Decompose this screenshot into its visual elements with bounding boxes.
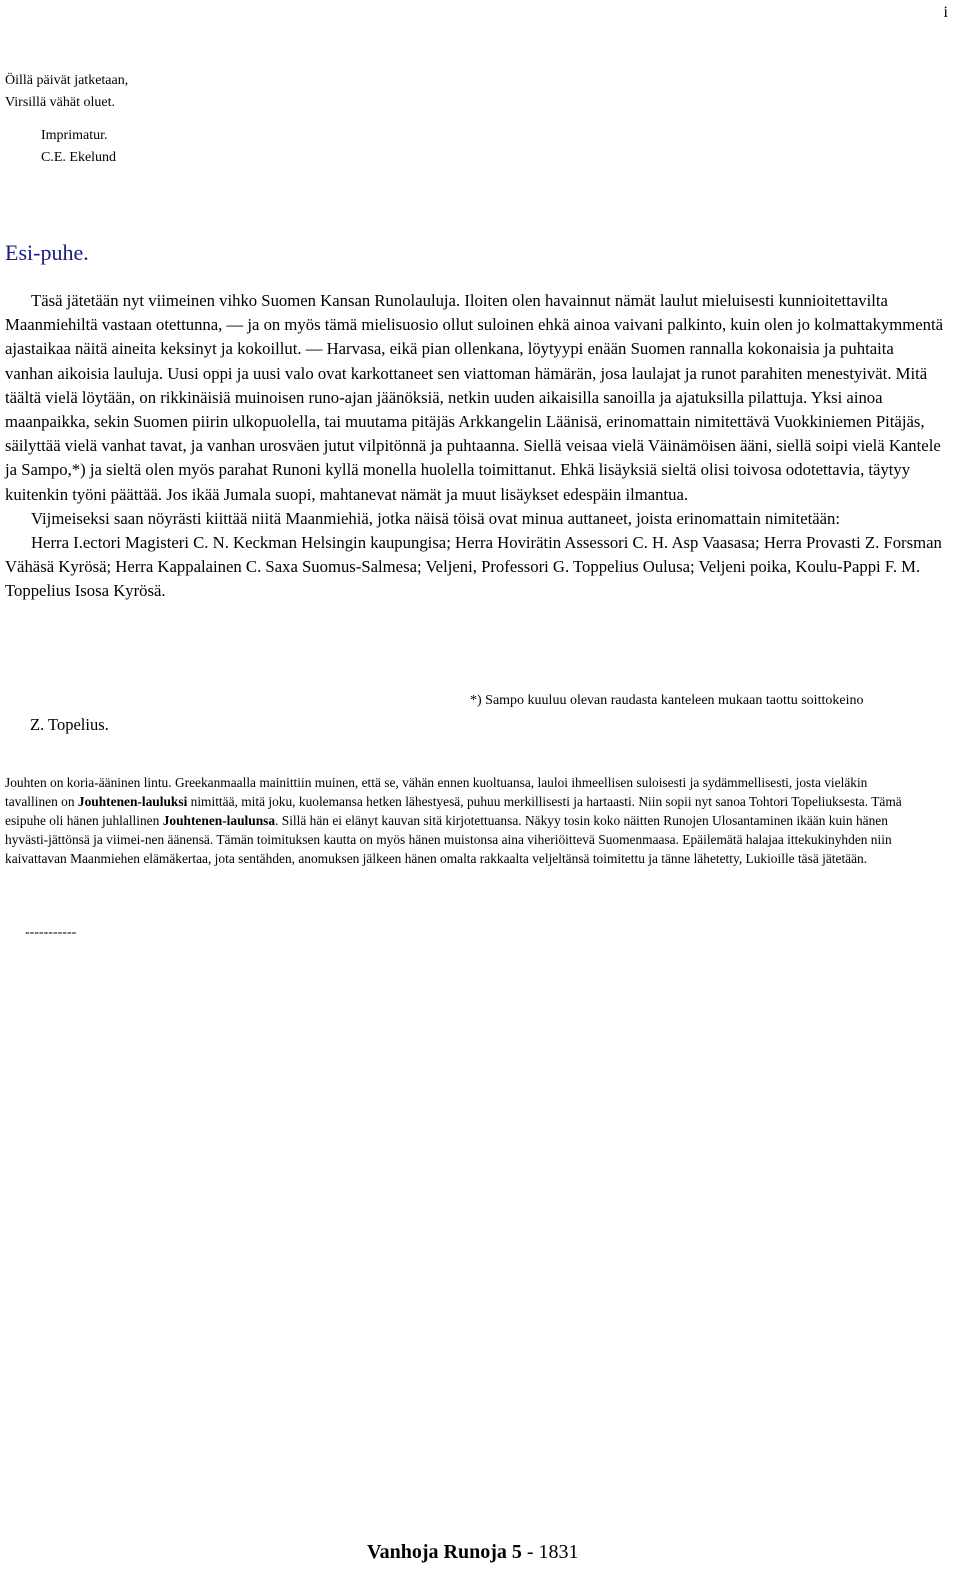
motto — [5, 70, 128, 114]
note-text-1: Jouhten on koria-ääninen lintu. Greekanmaalla mainittiin muinen, että se, vähän ennen kuoltuansa, lauloi ihmeellisen suloisesti ja sydämmellisesti, josta vieläkin tavallinen on — [5, 775, 868, 809]
editor-note — [5, 773, 920, 868]
footer-year: - 1831 — [521, 1541, 579, 1563]
note-bold-1: Jouhtenen-lauluksi — [77, 794, 188, 809]
note-bold-2: Jouhtenen-laulunsa — [162, 813, 276, 828]
imprimatur-label: Imprimatur. — [41, 128, 108, 143]
preface-paragraph-2: Vijmeiseksi saan nöyrästi kiittää niitä Maanmiehiä, jotka näisä töisä ovat minua auttaneet, joista erinomattain nimitetään: — [31, 508, 841, 528]
note-text-2: nimittää, mitä joku, kuolemansa hetken lähestyesä, puhuu merkillisesti ja hartaasti. Niin sopii nyt sanoa Tohtori Topeliuksesta. Tämä esipuhe oli hänen juhlallinen — [5, 794, 902, 828]
imprimatur — [41, 125, 116, 169]
separator-rule: ----------- — [25, 925, 77, 940]
motto-line-1: Öillä päivät jatketaan, — [5, 73, 129, 88]
motto-line-2: Virsillä vähät oluet. — [5, 95, 115, 110]
footer-title: Vanhoja Runoja 5 — [367, 1541, 522, 1563]
preface-heading: Esi-puhe. — [5, 240, 89, 265]
page-footer — [367, 1541, 579, 1564]
footnote: *) Sampo kuuluu olevan raudasta kanteleen mukaan taottu soittokeino — [470, 693, 864, 708]
preface-paragraph-3: Herra I.ectori Magisteri C. N. Keckman Helsingin kaupungisa; Herra Hovirätin Assessori C. H. Asp Vaasasa; Herra Provasti Z. Forsman Vähäsä Kyrösä; Herra Kappalainen C. Saxa Suomus-Salmesa; Veljeni, Professori G. Toppelius Oulusa; Veljeni poika, Koulu-Pappi F. M. Toppelius Isosa Kyrösä. — [5, 533, 942, 601]
preface-paragraph-1: Täsä jätetään nyt viimeinen vihko Suomen Kansan Runolauluja. Iloiten olen havainnut nämät laulut mieluisesti kunnioitettavilta Maanmiehiltä vastaan otettunna, — ja on myös tämä mielisuosio ollut suloinen ehkä ainoa vaivani palkinto, kuin olen jo kolmattakymmentä ajastaikaa näitä aineita keksinyt ja kokoillut. — Harvasa, eikä pian ollenkana, löytyypi enään Suomen rannalla kokonaisia ja puhtaita vanhan aikoisia lauluja. Uusi oppi ja uusi valo ovat karkottaneet sen viattoman hämärän, josa laulajat ja runot parahiten menestyivät. Mitä täältä vielä löytään, on rikkinäisiä muinoisen runo-ajan jäänöksiä, netkin uuden aikaisilla sanoilla ja ajatuksilla pilattuja. Yksi ainoa maanpaikka, sekin Suomen piirin ulkopuolella, tai muutama pitäjäs Arkkangelin Läänisä, erinomattain nimitettävä Vuokkiniemen Pitäjäs, säilyttää vielä vanhat tavat, ja vanhan urosväen jutut vilpitönnä ja puhtaanna. Siellä veisaa vielä Väinämöisen ääni, siellä soipi vielä Kantele ja Sampo,*) ja sieltä olen myös parahat Runoni kyllä monella huolella toimittanut. Ehkä lisäyksiä sieltä olisi toivosa odotettavia, täytyy kuitenkin työni päättää. Jos ikää Jumala suopi, mahtanevat nämät ja muut lisäykset edespäin ilmantua. — [5, 291, 944, 504]
signature: Z. Topelius. — [30, 715, 109, 734]
page-number: i — [943, 4, 948, 21]
imprimatur-name: C.E. Ekelund — [41, 150, 117, 165]
preface-body — [5, 289, 945, 604]
note-text-3: . Sillä hän ei elänyt kauvan sitä kirjotettuansa. Näkyy tosin koko näitten Runojen Ulosantaminen ikään kuin hänen hyvästi-jättönsä ja viimei-nen äänensä. Tämän toimituksen kautta on myös hänen muistonsa aina viheriöittevä Suomenmaasa. Epäilemätä halajaa ittekukinyhden niin kaivattavan Maanmiehen elämäkertaa, jota sentähden, anomuksen jälkeen hänen omalta rakkaalta veljeltänsä toimitettu ja tänne lähetetty, Lukioille täsä jätetään. — [5, 813, 892, 866]
